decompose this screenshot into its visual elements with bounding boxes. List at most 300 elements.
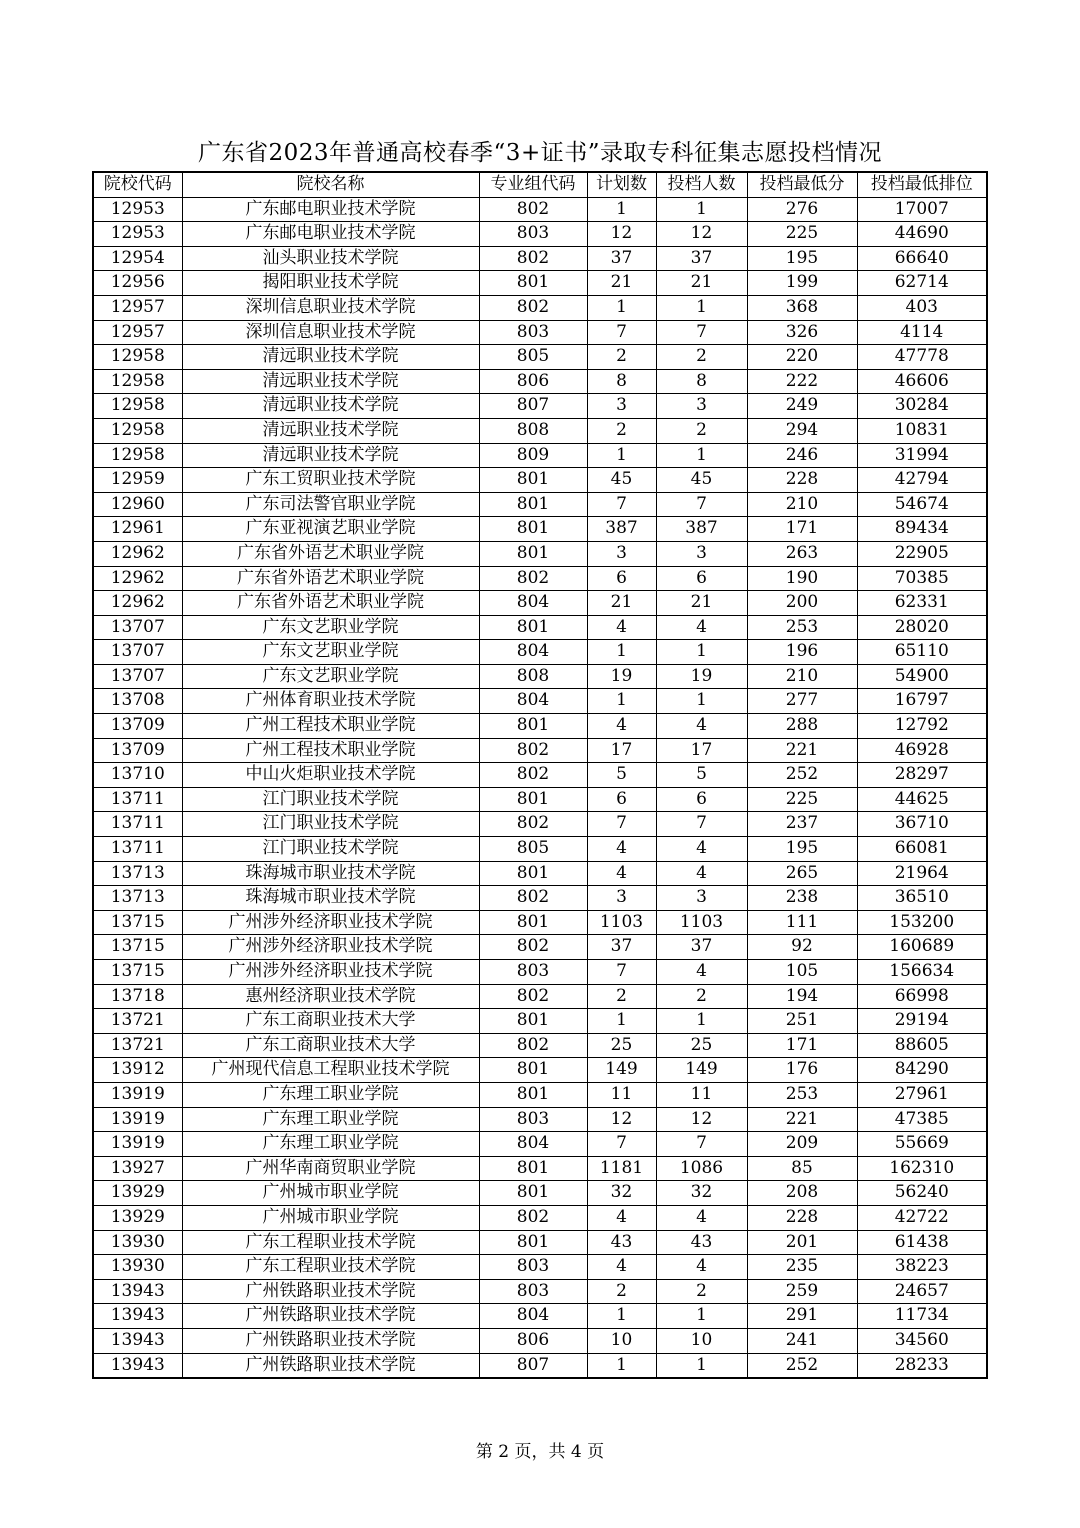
- cell-plan-count: 12: [587, 222, 656, 247]
- cell-school-code: 13713: [93, 886, 182, 911]
- cell-min-rank: 55669: [857, 1132, 987, 1157]
- table-row: [93, 492, 987, 517]
- cell-school-name: 广州铁路职业技术学院: [182, 1328, 479, 1353]
- cell-admitted-count: 10: [656, 1328, 747, 1353]
- cell-school-name: 广州体育职业技术学院: [182, 689, 479, 714]
- cell-school-code: 12958: [93, 345, 182, 370]
- table-row: [93, 664, 987, 689]
- cell-min-score: 176: [747, 1058, 857, 1083]
- cell-plan-count: 4: [587, 714, 656, 739]
- cell-min-score: 228: [747, 1205, 857, 1230]
- cell-min-score: 251: [747, 1009, 857, 1034]
- cell-min-score: 276: [747, 197, 857, 222]
- cell-plan-count: 2: [587, 345, 656, 370]
- cell-min-rank: 61438: [857, 1230, 987, 1255]
- cell-school-name: 江门职业技术学院: [182, 837, 479, 862]
- cell-group-code: 804: [479, 1304, 587, 1329]
- cell-school-code: 12959: [93, 468, 182, 493]
- cell-school-name: 广州铁路职业技术学院: [182, 1304, 479, 1329]
- cell-admitted-count: 1: [656, 443, 747, 468]
- cell-school-code: 13709: [93, 738, 182, 763]
- table-row: [93, 787, 987, 812]
- cell-min-rank: 12792: [857, 714, 987, 739]
- cell-group-code: 802: [479, 1033, 587, 1058]
- cell-group-code: 803: [479, 1279, 587, 1304]
- cell-school-code: 12958: [93, 394, 182, 419]
- cell-school-code: 13943: [93, 1279, 182, 1304]
- cell-group-code: 801: [479, 1082, 587, 1107]
- table-row: [93, 738, 987, 763]
- cell-school-code: 12962: [93, 566, 182, 591]
- cell-min-score: 263: [747, 541, 857, 566]
- cell-min-score: 291: [747, 1304, 857, 1329]
- cell-plan-count: 32: [587, 1181, 656, 1206]
- table-row: [93, 394, 987, 419]
- cell-admitted-count: 2: [656, 1279, 747, 1304]
- cell-min-score: 171: [747, 517, 857, 542]
- cell-admitted-count: 1: [656, 197, 747, 222]
- cell-admitted-count: 387: [656, 517, 747, 542]
- table-row: [93, 615, 987, 640]
- cell-min-score: 209: [747, 1132, 857, 1157]
- cell-admitted-count: 45: [656, 468, 747, 493]
- cell-school-code: 13912: [93, 1058, 182, 1083]
- cell-min-score: 288: [747, 714, 857, 739]
- cell-admitted-count: 17: [656, 738, 747, 763]
- cell-group-code: 805: [479, 837, 587, 862]
- cell-school-name: 江门职业技术学院: [182, 812, 479, 837]
- cell-school-name: 广州工程技术职业学院: [182, 738, 479, 763]
- cell-min-score: 225: [747, 787, 857, 812]
- cell-school-code: 13707: [93, 664, 182, 689]
- table-row: [93, 689, 987, 714]
- table-row: [93, 935, 987, 960]
- cell-school-name: 广州铁路职业技术学院: [182, 1353, 479, 1378]
- cell-group-code: 807: [479, 394, 587, 419]
- cell-min-score: 195: [747, 246, 857, 271]
- cell-min-rank: 10831: [857, 418, 987, 443]
- cell-school-name: 广东省外语艺术职业学院: [182, 591, 479, 616]
- cell-school-name: 珠海城市职业技术学院: [182, 886, 479, 911]
- cell-plan-count: 7: [587, 1132, 656, 1157]
- cell-plan-count: 4: [587, 1205, 656, 1230]
- cell-school-name: 清远职业技术学院: [182, 369, 479, 394]
- cell-plan-count: 7: [587, 492, 656, 517]
- cell-admitted-count: 4: [656, 1205, 747, 1230]
- cell-group-code: 802: [479, 246, 587, 271]
- cell-plan-count: 3: [587, 541, 656, 566]
- cell-min-score: 194: [747, 984, 857, 1009]
- cell-school-name: 广东文艺职业学院: [182, 615, 479, 640]
- cell-group-code: 808: [479, 664, 587, 689]
- cell-min-rank: 84290: [857, 1058, 987, 1083]
- table-row: [93, 886, 987, 911]
- cell-school-name: 广东省外语艺术职业学院: [182, 566, 479, 591]
- cell-school-code: 13715: [93, 935, 182, 960]
- cell-admitted-count: 149: [656, 1058, 747, 1083]
- cell-min-rank: 22905: [857, 541, 987, 566]
- cell-admitted-count: 6: [656, 566, 747, 591]
- cell-school-code: 13707: [93, 615, 182, 640]
- cell-min-score: 171: [747, 1033, 857, 1058]
- cell-min-score: 190: [747, 566, 857, 591]
- cell-min-rank: 66640: [857, 246, 987, 271]
- cell-plan-count: 45: [587, 468, 656, 493]
- cell-min-rank: 42794: [857, 468, 987, 493]
- cell-admitted-count: 2: [656, 418, 747, 443]
- cell-plan-count: 19: [587, 664, 656, 689]
- table-row: [93, 468, 987, 493]
- cell-school-name: 广东理工职业学院: [182, 1107, 479, 1132]
- cell-plan-count: 2: [587, 1279, 656, 1304]
- cell-admitted-count: 4: [656, 714, 747, 739]
- cell-min-score: 238: [747, 886, 857, 911]
- cell-school-code: 13930: [93, 1230, 182, 1255]
- cell-admitted-count: 4: [656, 960, 747, 985]
- cell-min-rank: 403: [857, 295, 987, 320]
- cell-group-code: 802: [479, 763, 587, 788]
- cell-min-rank: 28297: [857, 763, 987, 788]
- cell-group-code: 806: [479, 369, 587, 394]
- admission-table: [92, 171, 988, 1379]
- cell-plan-count: 3: [587, 886, 656, 911]
- cell-min-rank: 46928: [857, 738, 987, 763]
- cell-group-code: 801: [479, 1230, 587, 1255]
- table-row: [93, 222, 987, 247]
- cell-min-rank: 30284: [857, 394, 987, 419]
- cell-min-rank: 38223: [857, 1255, 987, 1280]
- cell-min-rank: 56240: [857, 1181, 987, 1206]
- cell-min-score: 221: [747, 1107, 857, 1132]
- cell-min-score: 105: [747, 960, 857, 985]
- cell-plan-count: 387: [587, 517, 656, 542]
- cell-min-score: 208: [747, 1181, 857, 1206]
- cell-min-score: 199: [747, 271, 857, 296]
- cell-plan-count: 25: [587, 1033, 656, 1058]
- cell-group-code: 804: [479, 591, 587, 616]
- cell-plan-count: 1: [587, 640, 656, 665]
- cell-school-name: 汕头职业技术学院: [182, 246, 479, 271]
- table-row: [93, 246, 987, 271]
- cell-min-rank: 36510: [857, 886, 987, 911]
- cell-admitted-count: 43: [656, 1230, 747, 1255]
- cell-group-code: 802: [479, 295, 587, 320]
- cell-admitted-count: 7: [656, 812, 747, 837]
- cell-group-code: 801: [479, 714, 587, 739]
- table-row: [93, 566, 987, 591]
- cell-group-code: 802: [479, 738, 587, 763]
- cell-min-rank: 47778: [857, 345, 987, 370]
- cell-school-name: 广东文艺职业学院: [182, 664, 479, 689]
- cell-admitted-count: 11: [656, 1082, 747, 1107]
- cell-min-score: 195: [747, 837, 857, 862]
- table-row: [93, 763, 987, 788]
- table-row: [93, 1033, 987, 1058]
- table-row: [93, 1132, 987, 1157]
- cell-admitted-count: 7: [656, 492, 747, 517]
- cell-school-code: 13715: [93, 910, 182, 935]
- cell-admitted-count: 12: [656, 1107, 747, 1132]
- cell-school-name: 广东亚视演艺职业学院: [182, 517, 479, 542]
- cell-min-score: 265: [747, 861, 857, 886]
- cell-plan-count: 37: [587, 935, 656, 960]
- cell-school-name: 广州现代信息工程职业技术学院: [182, 1058, 479, 1083]
- cell-school-code: 12958: [93, 369, 182, 394]
- cell-min-rank: 156634: [857, 960, 987, 985]
- cell-admitted-count: 2: [656, 984, 747, 1009]
- cell-plan-count: 1: [587, 1353, 656, 1378]
- cell-admitted-count: 4: [656, 615, 747, 640]
- cell-min-score: 201: [747, 1230, 857, 1255]
- cell-min-rank: 36710: [857, 812, 987, 837]
- table-row: [93, 1058, 987, 1083]
- cell-admitted-count: 1: [656, 689, 747, 714]
- cell-min-score: 92: [747, 935, 857, 960]
- cell-school-code: 12953: [93, 222, 182, 247]
- cell-min-rank: 42722: [857, 1205, 987, 1230]
- cell-plan-count: 3: [587, 394, 656, 419]
- cell-school-code: 13919: [93, 1082, 182, 1107]
- cell-admitted-count: 7: [656, 320, 747, 345]
- cell-plan-count: 1: [587, 1304, 656, 1329]
- cell-school-code: 13711: [93, 787, 182, 812]
- table-row: [93, 271, 987, 296]
- cell-group-code: 802: [479, 197, 587, 222]
- cell-admitted-count: 3: [656, 886, 747, 911]
- cell-school-code: 12962: [93, 591, 182, 616]
- cell-group-code: 804: [479, 640, 587, 665]
- cell-admitted-count: 1: [656, 1304, 747, 1329]
- cell-min-score: 220: [747, 345, 857, 370]
- cell-school-name: 清远职业技术学院: [182, 443, 479, 468]
- cell-plan-count: 4: [587, 861, 656, 886]
- cell-min-rank: 11734: [857, 1304, 987, 1329]
- cell-school-code: 13929: [93, 1205, 182, 1230]
- cell-school-name: 广州涉外经济职业技术学院: [182, 910, 479, 935]
- table-row: [93, 640, 987, 665]
- cell-min-score: 241: [747, 1328, 857, 1353]
- table-row: [93, 714, 987, 739]
- table-row: [93, 984, 987, 1009]
- cell-min-rank: 70385: [857, 566, 987, 591]
- cell-plan-count: 7: [587, 320, 656, 345]
- cell-school-code: 13927: [93, 1156, 182, 1181]
- cell-school-name: 江门职业技术学院: [182, 787, 479, 812]
- cell-school-name: 广州城市职业学院: [182, 1205, 479, 1230]
- cell-group-code: 805: [479, 345, 587, 370]
- cell-school-name: 广州涉外经济职业技术学院: [182, 960, 479, 985]
- cell-min-score: 228: [747, 468, 857, 493]
- cell-school-code: 13718: [93, 984, 182, 1009]
- cell-min-score: 210: [747, 492, 857, 517]
- cell-min-rank: 17007: [857, 197, 987, 222]
- cell-school-code: 12960: [93, 492, 182, 517]
- table-row: [93, 1205, 987, 1230]
- cell-min-score: 235: [747, 1255, 857, 1280]
- cell-min-score: 200: [747, 591, 857, 616]
- table-row: [93, 1009, 987, 1034]
- table-row: [93, 1230, 987, 1255]
- cell-group-code: 809: [479, 443, 587, 468]
- cell-school-code: 12961: [93, 517, 182, 542]
- cell-min-score: 253: [747, 615, 857, 640]
- cell-min-score: 85: [747, 1156, 857, 1181]
- cell-min-rank: 44690: [857, 222, 987, 247]
- cell-group-code: 801: [479, 468, 587, 493]
- cell-group-code: 801: [479, 517, 587, 542]
- table-row: [93, 369, 987, 394]
- cell-school-name: 揭阳职业技术学院: [182, 271, 479, 296]
- cell-min-score: 196: [747, 640, 857, 665]
- cell-admitted-count: 21: [656, 591, 747, 616]
- cell-min-rank: 16797: [857, 689, 987, 714]
- table-row: [93, 861, 987, 886]
- cell-group-code: 801: [479, 615, 587, 640]
- table-row: [93, 443, 987, 468]
- cell-group-code: 804: [479, 689, 587, 714]
- table-row: [93, 541, 987, 566]
- cell-plan-count: 17: [587, 738, 656, 763]
- cell-school-code: 12956: [93, 271, 182, 296]
- cell-min-rank: 54900: [857, 664, 987, 689]
- cell-admitted-count: 12: [656, 222, 747, 247]
- cell-admitted-count: 3: [656, 541, 747, 566]
- cell-min-rank: 24657: [857, 1279, 987, 1304]
- cell-school-code: 13708: [93, 689, 182, 714]
- cell-admitted-count: 25: [656, 1033, 747, 1058]
- cell-school-name: 清远职业技术学院: [182, 345, 479, 370]
- cell-admitted-count: 6: [656, 787, 747, 812]
- cell-group-code: 802: [479, 886, 587, 911]
- cell-group-code: 803: [479, 222, 587, 247]
- cell-group-code: 806: [479, 1328, 587, 1353]
- cell-school-code: 13710: [93, 763, 182, 788]
- cell-school-name: 深圳信息职业技术学院: [182, 295, 479, 320]
- cell-min-score: 252: [747, 763, 857, 788]
- cell-min-score: 237: [747, 812, 857, 837]
- table-row: [93, 1279, 987, 1304]
- cell-min-score: 225: [747, 222, 857, 247]
- cell-admitted-count: 2: [656, 345, 747, 370]
- cell-min-score: 259: [747, 1279, 857, 1304]
- cell-school-code: 12954: [93, 246, 182, 271]
- cell-plan-count: 43: [587, 1230, 656, 1255]
- cell-admitted-count: 8: [656, 369, 747, 394]
- cell-min-rank: 88605: [857, 1033, 987, 1058]
- cell-school-code: 13943: [93, 1328, 182, 1353]
- cell-group-code: 803: [479, 960, 587, 985]
- cell-school-name: 清远职业技术学院: [182, 394, 479, 419]
- cell-min-score: 210: [747, 664, 857, 689]
- cell-min-score: 253: [747, 1082, 857, 1107]
- cell-min-rank: 160689: [857, 935, 987, 960]
- cell-school-name: 广东工商职业技术大学: [182, 1009, 479, 1034]
- table-row: [93, 345, 987, 370]
- page-footer: 第 2 页，共 4 页: [475, 1442, 605, 1462]
- cell-min-rank: 153200: [857, 910, 987, 935]
- cell-school-code: 13721: [93, 1009, 182, 1034]
- cell-admitted-count: 1: [656, 1009, 747, 1034]
- cell-school-name: 广东工贸职业技术学院: [182, 468, 479, 493]
- cell-school-code: 13713: [93, 861, 182, 886]
- cell-admitted-count: 1086: [656, 1156, 747, 1181]
- cell-group-code: 803: [479, 1107, 587, 1132]
- cell-min-score: 221: [747, 738, 857, 763]
- cell-plan-count: 7: [587, 960, 656, 985]
- cell-plan-count: 1: [587, 295, 656, 320]
- cell-school-code: 13709: [93, 714, 182, 739]
- table-row: [93, 1328, 987, 1353]
- table-row: [93, 197, 987, 222]
- cell-plan-count: 1181: [587, 1156, 656, 1181]
- cell-plan-count: 11: [587, 1082, 656, 1107]
- cell-plan-count: 12: [587, 1107, 656, 1132]
- cell-group-code: 802: [479, 935, 587, 960]
- cell-school-name: 广州工程技术职业学院: [182, 714, 479, 739]
- table-row: [93, 1255, 987, 1280]
- cell-school-code: 13721: [93, 1033, 182, 1058]
- table-row: [93, 1353, 987, 1378]
- cell-school-code: 13930: [93, 1255, 182, 1280]
- cell-school-name: 广州铁路职业技术学院: [182, 1279, 479, 1304]
- cell-min-score: 111: [747, 910, 857, 935]
- cell-school-code: 13919: [93, 1132, 182, 1157]
- cell-min-score: 222: [747, 369, 857, 394]
- cell-school-name: 广东工程职业技术学院: [182, 1255, 479, 1280]
- cell-group-code: 801: [479, 271, 587, 296]
- cell-school-code: 13943: [93, 1304, 182, 1329]
- cell-min-score: 294: [747, 418, 857, 443]
- cell-group-code: 801: [479, 910, 587, 935]
- table-row: [93, 1181, 987, 1206]
- cell-admitted-count: 1: [656, 640, 747, 665]
- cell-school-name: 广东文艺职业学院: [182, 640, 479, 665]
- cell-plan-count: 6: [587, 566, 656, 591]
- cell-plan-count: 4: [587, 1255, 656, 1280]
- table-row: [93, 910, 987, 935]
- cell-admitted-count: 4: [656, 837, 747, 862]
- table-row: [93, 1082, 987, 1107]
- table-row: [93, 418, 987, 443]
- cell-group-code: 802: [479, 812, 587, 837]
- cell-group-code: 803: [479, 320, 587, 345]
- cell-school-code: 12958: [93, 443, 182, 468]
- cell-min-score: 249: [747, 394, 857, 419]
- cell-min-rank: 62331: [857, 591, 987, 616]
- cell-min-rank: 162310: [857, 1156, 987, 1181]
- cell-group-code: 801: [479, 861, 587, 886]
- header-group-code: 专业组代码: [479, 172, 587, 197]
- cell-school-name: 广东邮电职业技术学院: [182, 197, 479, 222]
- cell-group-code: 801: [479, 1181, 587, 1206]
- cell-school-name: 广东理工职业学院: [182, 1082, 479, 1107]
- cell-school-name: 清远职业技术学院: [182, 418, 479, 443]
- cell-plan-count: 4: [587, 615, 656, 640]
- cell-min-rank: 54674: [857, 492, 987, 517]
- cell-admitted-count: 5: [656, 763, 747, 788]
- cell-min-rank: 31994: [857, 443, 987, 468]
- cell-admitted-count: 1: [656, 295, 747, 320]
- cell-group-code: 801: [479, 1156, 587, 1181]
- cell-min-rank: 66081: [857, 837, 987, 862]
- header-min-rank: 投档最低排位: [857, 172, 987, 197]
- header-plan-count: 计划数: [587, 172, 656, 197]
- cell-plan-count: 21: [587, 591, 656, 616]
- cell-plan-count: 1: [587, 197, 656, 222]
- cell-school-name: 广东工商职业技术大学: [182, 1033, 479, 1058]
- cell-admitted-count: 4: [656, 861, 747, 886]
- cell-school-name: 广东省外语艺术职业学院: [182, 541, 479, 566]
